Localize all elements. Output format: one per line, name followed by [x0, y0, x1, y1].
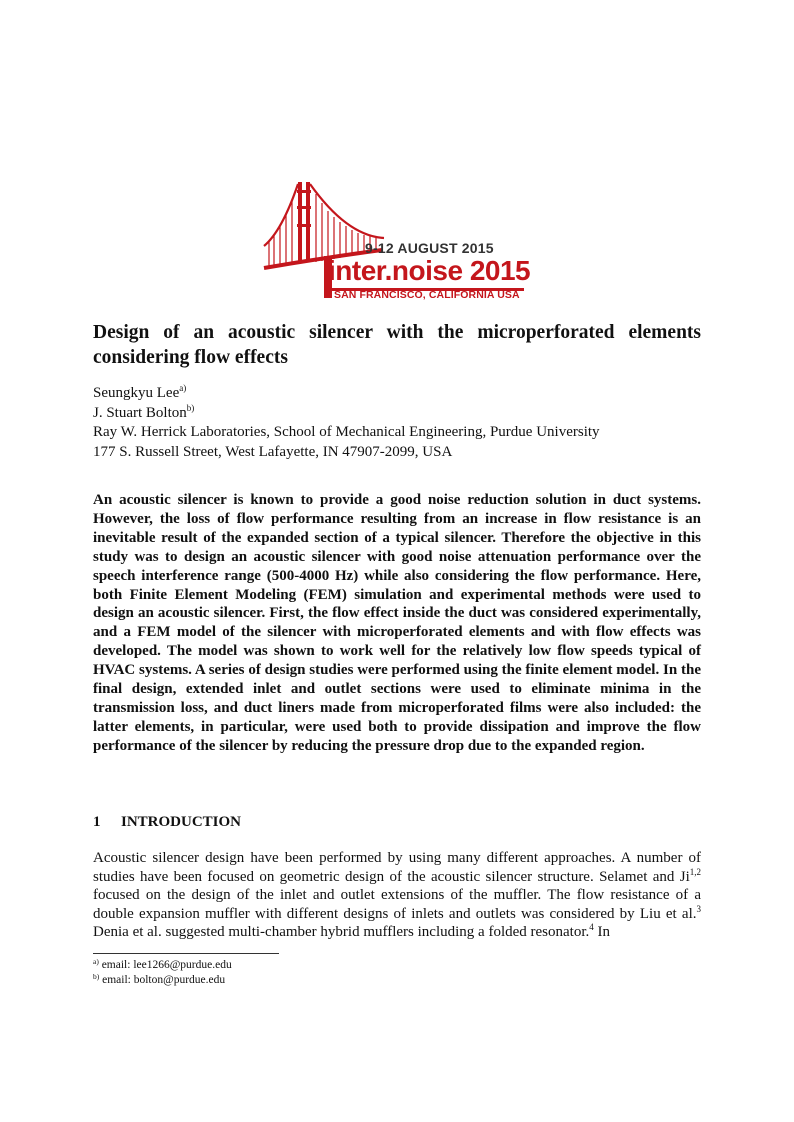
- address: 177 S. Russell Street, West Lafayette, IN 47907-2099, USA: [93, 443, 453, 460]
- footnote-mark: a): [93, 957, 99, 966]
- introduction-paragraph: [93, 849, 701, 942]
- footnote: [93, 973, 232, 988]
- conference-name: inter.noise 2015: [328, 255, 531, 286]
- intro-text: Denia et al. suggested multi-chamber hybrid mufflers including a folded resonator.: [93, 924, 590, 941]
- conference-date: 9-12 AUGUST 2015: [365, 240, 494, 256]
- author-line: [93, 384, 713, 404]
- paper-title: Design of an acoustic silencer with the microperforated elements considering flow effects: [93, 322, 701, 368]
- citation-ref: 1,2: [689, 866, 701, 877]
- affiliation: Ray W. Herrick Laboratories, School of Mechanical Engineering, Purdue University: [93, 424, 600, 440]
- author-mark: b): [186, 402, 195, 413]
- citation-ref: 4: [589, 922, 594, 933]
- author-block: [93, 384, 713, 462]
- conference-location: SAN FRANCISCO, CALIFORNIA USA: [334, 289, 520, 301]
- section-number: 1: [93, 814, 101, 830]
- abstract: An acoustic silencer is known to provide a good noise reduction solution in duct systems. However, the loss of flow performance resulting from an increase in flow resistance is an inevitable result of the expanded section of a typical silencer. Therefore the objective in this study was to design an acoustic silencer with good noise attenuation performance over the speech interference range (500-4000 Hz) while also considering the flow performance. Here, both Finite Element Modeling (FEM) simulation and experimental methods were used to design an acoustic silencer. First, the flow effect inside the duct was considered experimentally, and a FEM model of the silencer with microperforated elements and with flow effects was developed. The model was shown to work well for the relatively low flow speeds typical of HVAC systems. A series of design studies were performed using the finite element model. In the final design, extended inlet and outlet sections were used to eliminate minima in the transmission loss, and duct liners made from microperforated films were also included: the latter elements, in particular, were used both to provide dissipation and improve the flow performance of the silencer by reducing the pressure drop due to the expanded region.: [93, 492, 701, 754]
- author-mark: a): [179, 383, 187, 393]
- intro-text: Acoustic silencer design have been performed by using many different approaches. A number of studies have been focused on geometric design of the acoustic silencer structure. Selamet and Ji: [93, 850, 701, 885]
- footnote-email: email: lee1266@purdue.edu: [98, 959, 232, 971]
- footnotes: [93, 958, 232, 988]
- citation-ref: 3: [696, 903, 701, 914]
- author-name: Seungkyu Lee: [93, 385, 180, 401]
- footnote-mark: b): [93, 972, 100, 981]
- author-name: J. Stuart Bolton: [93, 404, 187, 421]
- section-title: INTRODUCTION: [121, 814, 242, 830]
- author-line: [93, 404, 713, 424]
- intro-text: In: [593, 924, 611, 941]
- conference-logo: [262, 176, 532, 304]
- footnote: [93, 958, 232, 973]
- section-heading: [93, 814, 241, 831]
- intro-text: focused on the design of the inlet and outlet extensions of the muffler. The flow resistance of a double expansion muffler with different designs of inlets and outlets was considered by Liu et al.: [93, 887, 701, 922]
- footnote-email: email: bolton@purdue.edu: [99, 974, 226, 986]
- footnote-divider: [93, 953, 279, 954]
